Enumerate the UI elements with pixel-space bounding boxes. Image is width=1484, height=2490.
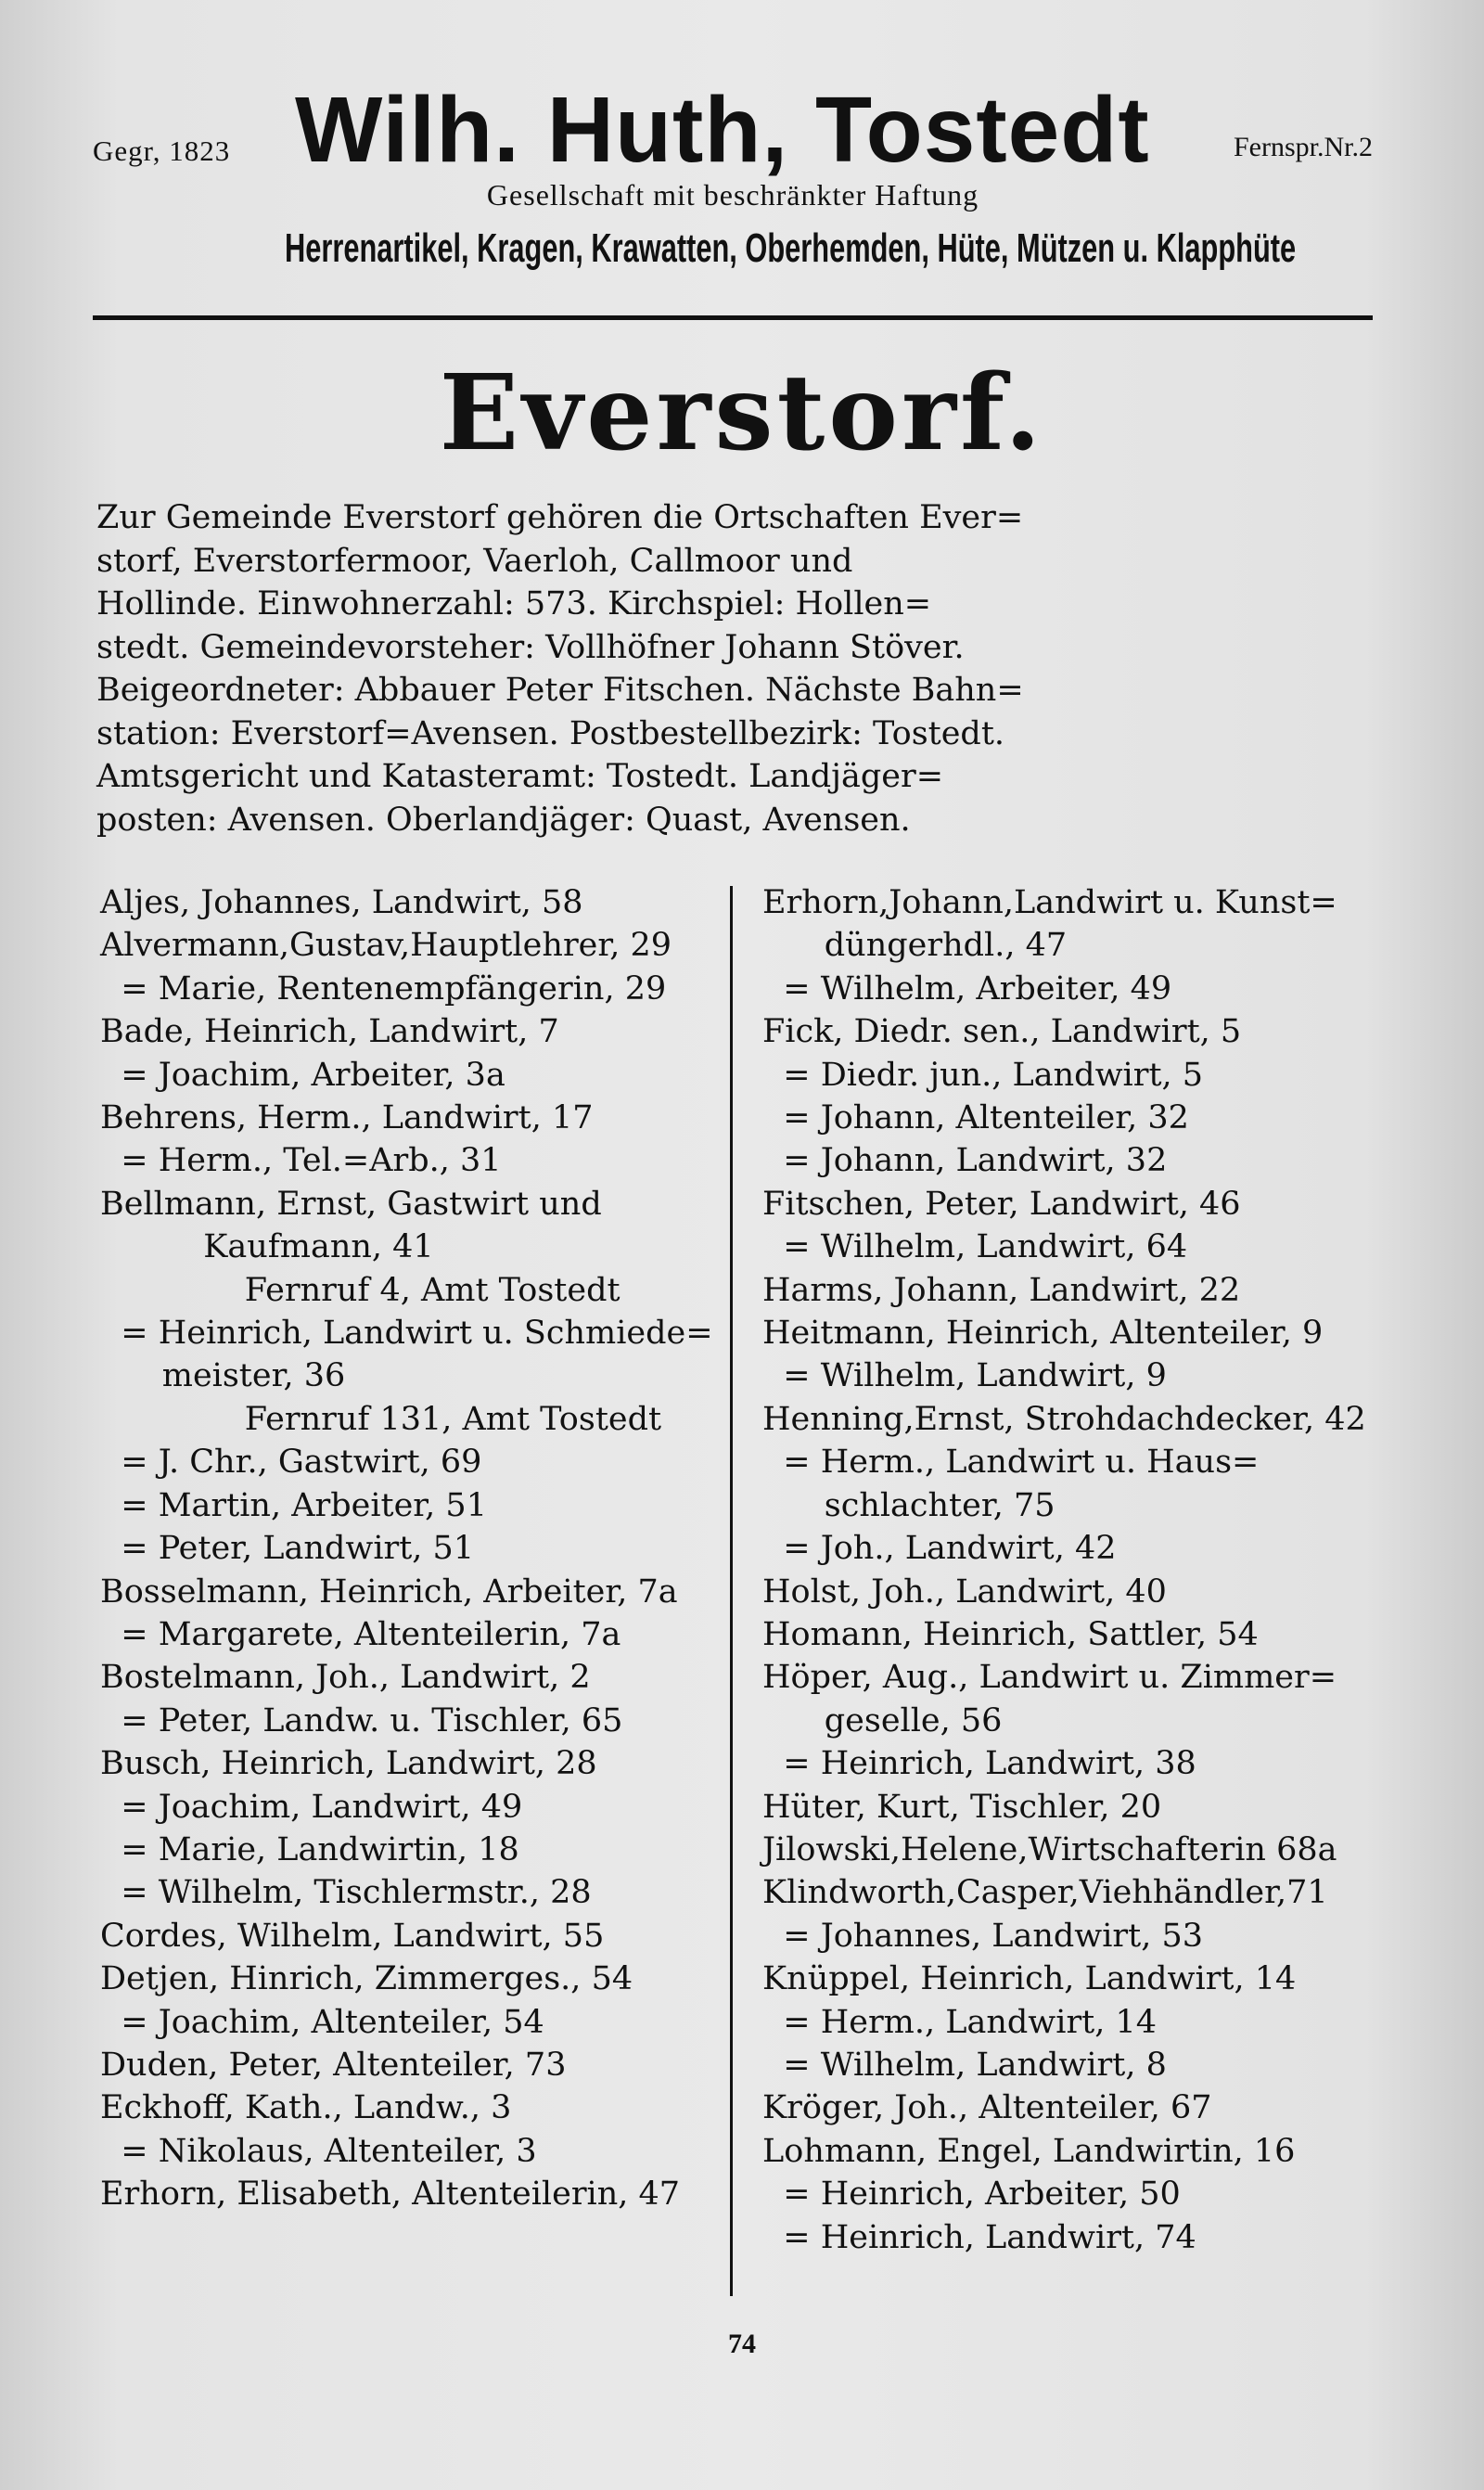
resident-entry: = Herm., Tel.=Arb., 31 xyxy=(100,1142,502,1180)
resident-entry: Cordes, Wilhelm, Landwirt, 55 xyxy=(100,1917,605,1955)
resident-list-left xyxy=(100,881,731,2216)
page-number: 74 xyxy=(728,2329,756,2359)
resident-entry: = Wilhelm, Landwirt, 9 xyxy=(762,1357,1167,1395)
resident-entry: = Johann, Altenteiler, 32 xyxy=(762,1099,1189,1137)
intro-line: Hollinde. Einwohnerzahl: 573. Kirchspiel: Hollen= xyxy=(96,585,932,622)
resident-entry: = Marie, Rentenempfängerin, 29 xyxy=(100,969,667,1008)
town-intro xyxy=(96,496,1376,841)
resident-entry: Fernruf 131, Amt Tostedt xyxy=(100,1400,662,1438)
resident-entry: Eckhoff, Kath., Landw., 3 xyxy=(100,2089,512,2127)
resident-entry: Henning,Ernst, Strohdachdecker, 42 xyxy=(762,1400,1366,1438)
resident-entry: Erhorn, Elisabeth, Altenteilerin, 47 xyxy=(100,2176,681,2214)
resident-entry: düngerhdl., 47 xyxy=(762,927,1068,965)
intro-line: Amtsgericht und Katasteramt: Tostedt. Landjäger= xyxy=(96,758,944,795)
resident-entry: = Nikolaus, Altenteiler, 3 xyxy=(100,2132,537,2170)
resident-entry: Hüter, Kurt, Tischler, 20 xyxy=(762,1788,1162,1826)
header-divider-rule xyxy=(93,315,1373,320)
resident-entry: = Marie, Landwirtin, 18 xyxy=(100,1830,519,1868)
resident-entry: Fitschen, Peter, Landwirt, 46 xyxy=(762,1185,1241,1223)
resident-entry: Aljes, Johannes, Landwirt, 58 xyxy=(100,884,583,921)
resident-entry: Bellmann, Ernst, Gastwirt und xyxy=(100,1185,602,1223)
resident-entry: = Johannes, Landwirt, 53 xyxy=(762,1917,1204,1955)
resident-entry: = Peter, Landw. u. Tischler, 65 xyxy=(100,1701,623,1739)
resident-entry: = Diedr. jun., Landwirt, 5 xyxy=(762,1056,1204,1094)
resident-entry: Heitmann, Heinrich, Altenteiler, 9 xyxy=(762,1315,1324,1353)
resident-entry: = Johann, Landwirt, 32 xyxy=(762,1142,1168,1180)
phone-number: Fernspr.Nr.2 xyxy=(1234,132,1373,162)
resident-entry: = Wilhelm, Arbeiter, 49 xyxy=(762,969,1172,1008)
intro-line: stedt. Gemeindevorsteher: Vollhöfner Johann Stöver. xyxy=(96,628,965,666)
resident-entry: = Herm., Landwirt u. Haus= xyxy=(762,1444,1260,1482)
resident-entry: Busch, Heinrich, Landwirt, 28 xyxy=(100,1745,597,1783)
resident-entry: = Wilhelm, Landwirt, 64 xyxy=(762,1228,1188,1266)
resident-entry: Harms, Johann, Landwirt, 22 xyxy=(762,1271,1241,1309)
resident-entry: = Joachim, Landwirt, 49 xyxy=(100,1788,523,1826)
resident-entry: = J. Chr., Gastwirt, 69 xyxy=(100,1444,482,1482)
resident-list-right xyxy=(762,881,1412,2259)
resident-entry: Holst, Joh., Landwirt, 40 xyxy=(762,1572,1167,1611)
intro-line: station: Everstorf=Avensen. Postbestellbezirk: Tostedt. xyxy=(96,714,1005,752)
resident-entry: = Heinrich, Landwirt, 74 xyxy=(762,2218,1196,2256)
resident-entry: Kaufmann, 41 xyxy=(100,1228,434,1266)
intro-line: Beigeordneter: Abbauer Peter Fitschen. Nächste Bahn= xyxy=(96,672,1024,709)
resident-entry: = Martin, Arbeiter, 51 xyxy=(100,1486,487,1524)
resident-entry: = Joh., Landwirt, 42 xyxy=(762,1530,1117,1568)
resident-entry: Homann, Heinrich, Sattler, 54 xyxy=(762,1615,1259,1653)
resident-entry: Fick, Diedr. sen., Landwirt, 5 xyxy=(762,1013,1242,1051)
resident-entry: = Heinrich, Landwirt u. Schmiede= xyxy=(100,1315,713,1353)
intro-line: storf, Everstorfermoor, Vaerloh, Callmoor und xyxy=(96,542,853,580)
resident-entry: schlachter, 75 xyxy=(762,1486,1055,1524)
company-form: Gesellschaft mit beschränkter Haftung xyxy=(486,178,979,212)
resident-entry: Jilowski,Helene,Wirtschafterin 68a xyxy=(762,1830,1337,1868)
advertisement-header xyxy=(93,74,1373,272)
resident-entry: Kröger, Joh., Altenteiler, 67 xyxy=(762,2089,1212,2127)
advertisement-top-row xyxy=(93,74,1373,186)
resident-entry: = Margarete, Altenteilerin, 7a xyxy=(100,1615,621,1653)
goods-line: Herrenartikel, Kragen, Krawatten, Oberhemden, Hüte, Mützen u. Klapphüte xyxy=(285,225,1297,271)
resident-entry: Alvermann,Gustav,Hauptlehrer, 29 xyxy=(100,927,672,965)
resident-entry: Klindworth,Casper,Viehhändler,71 xyxy=(762,1874,1328,1912)
resident-entry: Duden, Peter, Altenteiler, 73 xyxy=(100,2046,567,2084)
resident-entry: = Joachim, Altenteiler, 54 xyxy=(100,2003,544,2041)
resident-entry: = Heinrich, Arbeiter, 50 xyxy=(762,2176,1181,2214)
resident-entry: Lohmann, Engel, Landwirtin, 16 xyxy=(762,2132,1296,2170)
resident-entry: Behrens, Herm., Landwirt, 17 xyxy=(100,1099,594,1137)
intro-line: Zur Gemeinde Everstorf gehören die Ortschaften Ever= xyxy=(96,499,1024,536)
resident-entry: Höper, Aug., Landwirt u. Zimmer= xyxy=(762,1659,1337,1697)
firm-name: Wilh. Huth, Tostedt xyxy=(295,78,1150,182)
resident-entry: = Wilhelm, Tischlermstr., 28 xyxy=(100,1874,592,1912)
column-divider xyxy=(730,886,733,2296)
resident-entry: = Heinrich, Landwirt, 38 xyxy=(762,1745,1196,1783)
resident-entry: meister, 36 xyxy=(100,1357,346,1395)
resident-entry: = Joachim, Arbeiter, 3a xyxy=(100,1056,505,1094)
resident-entry: Detjen, Hinrich, Zimmerges., 54 xyxy=(100,1960,633,1998)
town-title: Everstorf. xyxy=(439,353,1045,474)
resident-entry: Bosselmann, Heinrich, Arbeiter, 7a xyxy=(100,1572,678,1611)
resident-entry: = Peter, Landwirt, 51 xyxy=(100,1530,475,1568)
founded-year: Gegr, 1823 xyxy=(93,135,231,167)
resident-entry: = Herm., Landwirt, 14 xyxy=(762,2003,1158,2041)
resident-entry: Fernruf 4, Amt Tostedt xyxy=(100,1271,620,1309)
intro-line: posten: Avensen. Oberlandjäger: Quast, Avensen. xyxy=(96,801,911,839)
resident-entry: Bade, Heinrich, Landwirt, 7 xyxy=(100,1013,559,1051)
resident-entry: Erhorn,Johann,Landwirt u. Kunst= xyxy=(762,884,1337,921)
resident-entry: Bostelmann, Joh., Landwirt, 2 xyxy=(100,1659,591,1697)
resident-entry: geselle, 56 xyxy=(762,1701,1003,1739)
resident-entry: Knüppel, Heinrich, Landwirt, 14 xyxy=(762,1960,1297,1998)
resident-entry: = Wilhelm, Landwirt, 8 xyxy=(762,2046,1167,2084)
